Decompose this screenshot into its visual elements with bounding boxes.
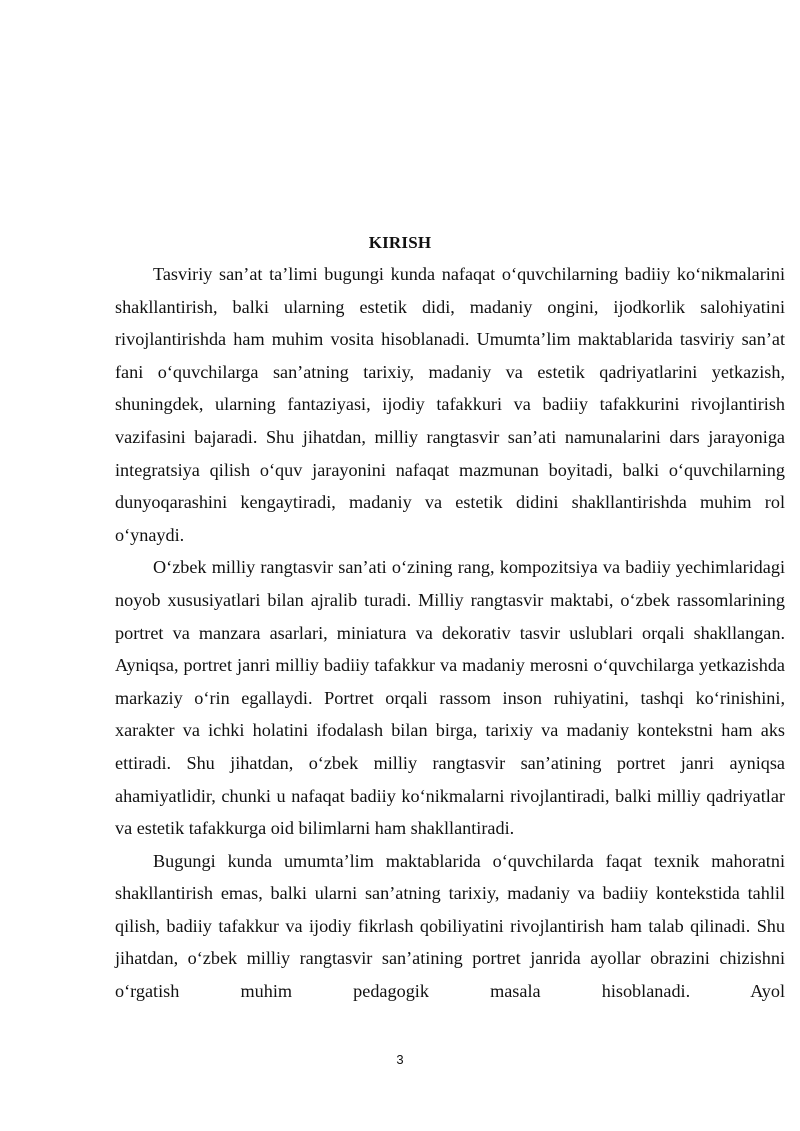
section-heading: KIRISH [368, 233, 432, 252]
paragraph-3: Bugungi kunda umumta’lim maktablarida o‘quvchilarda faqat texnik mahoratni shakllantirish emas, balki ularni san’atning tarixiy, madaniy va badiiy kontekstida tahlil qilish, badiiy tafakkur va ijodiy fikrlash qobiliyatini rivojlantirish ham talab qilinadi. Shu jihatdan, o‘zbek milliy rangtasvir san’atining portret janrida ayollar obrazini chizishni o‘rgatish muhim pedagogik masala hisoblanadi. Ayol [115, 850, 785, 1002]
paragraph-1: Tasviriy san’at ta’limi bugungi kunda nafaqat o‘quvchilarning badiiy ko‘nikmalarini shakllantirish, balki ularning estetik didi, madaniy ongini, ijodkorlik salohiyatini rivojlantirishda ham muhim vosita hisoblanadi. Umumta’lim maktablarida tasviriy san’at fani o‘quvchilarga san’atning tarixiy, madaniy va estetik qadriyatlarini yetkazish, shuningdek, ularning fantaziyasi, ijodiy tafakkuri va badiiy tafakkurini rivojlantirish vazifasini bajaradi. Shu jihatdan, milliy rangtasvir san’ati namunalarini dars jarayoniga integratsiya qilish o‘quv jarayonini nafaqat mazmunan boyitadi, balki o‘quvchilarning dunyoqarashini kengaytiradi, madaniy va estetik didini shakllantirishda muhim rol o‘ynaydi. [115, 264, 785, 545]
page-number: 3 [396, 1052, 404, 1067]
paragraph-2: O‘zbek milliy rangtasvir san’ati o‘zining rang, kompozitsiya va badiiy yechimlaridagi noyob xususiyatlari bilan ajralib turadi. Milliy rangtasvir maktabi, o‘zbek rassomlarining portret va manzara asarlari, miniatura va dekorativ tasvir uslublari orqali shakllangan. Ayniqsa, portret janri milliy badiiy tafakkur va madaniy merosni o‘quvchilarga yetkazishda markaziy o‘rin egallaydi. Portret orqali rassom inson ruhiyatini, tashqi ko‘rinishini, xarakter va ichki holatini ifodalash bilan birga, tarixiy va madaniy kontekstni ham aks ettiradi. Shu jihatdan, o‘zbek milliy rangtasvir san’atining portret janri ayniqsa ahamiyatlidir, chunki u nafaqat badiiy ko‘nikmalarni rivojlantiradi, balki milliy qadriyatlar va estetik tafakkurga oid bilimlarni ham shakllantiradi. [115, 557, 785, 839]
body-text [115, 258, 785, 1008]
